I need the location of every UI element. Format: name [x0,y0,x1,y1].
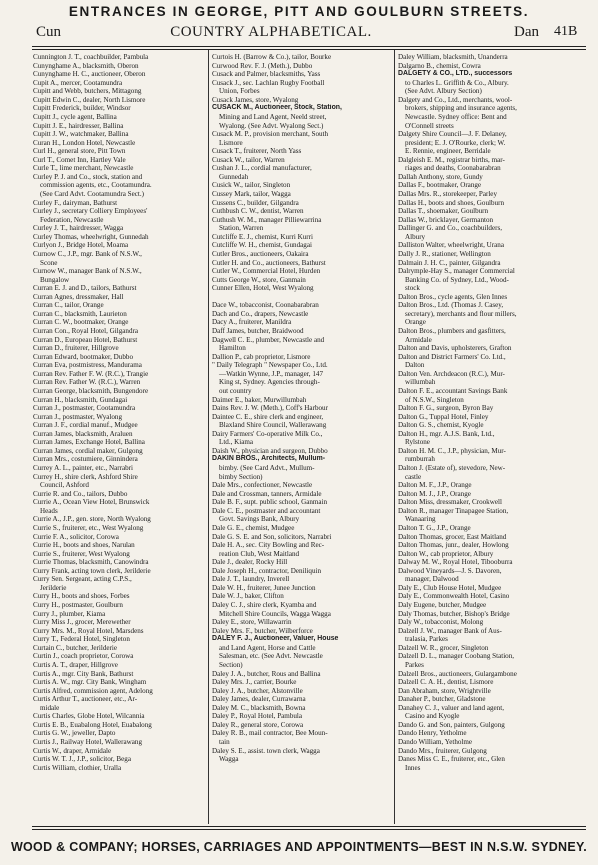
directory-entry: Cupitt Frederick, builder, Windsor [33,104,131,113]
directory-entry: Curley J., secretary Colliery Employees' [33,207,148,216]
directory-entry: Cusack W., tailor, Warren [212,155,285,164]
directory-entry: Danes Miss C. E., fruiterer, etc., Glen [398,755,505,764]
directory-entry: Dalwood Vineyards—J. S. Davoren, [398,566,502,575]
entry-continuation: riages and deaths, Coonabarabran [405,164,501,173]
directory-entry: Dando G. and Son, painters, Gulgong [398,720,505,729]
directory-entry: Dalton F. E., accountant Savings Bank [398,386,508,395]
directory-entry: Curry Mrs. M., Royal Hotel, Marsdens [33,626,144,635]
directory-entry: Curry Miss J., grocer, Merewether [33,618,131,627]
directory-entry: Dallas F., bootmaker, Orange [398,181,482,190]
directory-entry: Dace W., tobacconist, Coonabarabran [212,301,319,310]
directory-entry: Dale J. T., laundry, Inverell [212,575,290,584]
entry-continuation: manager, Dalwood [405,575,459,584]
directory-entry: Cutler W., Commercial Hotel, Hurden [212,267,321,276]
header-rule-2 [32,49,586,50]
directory-entry: Dalton Bros., Ltd. (Thomas J. Casey, [398,301,504,310]
directory-entry: Dalliston Walter, wheelwright, Urana [398,241,504,250]
entry-continuation: president; E. J. O'Rourke, clerk; W. [405,138,506,147]
directory-entry: Curle T., lime merchant, Newcastle [33,164,134,173]
directory-entry: Curran D., Europeau Hotel, Bathurst [33,335,138,344]
entry-continuation: King st, Sydney. Agencies through- [219,378,320,387]
directory-entry: Curran Mrs., costumiere, Ginnindera [33,455,138,464]
directory-entry: Danahey C. J., valuer and land agent, [398,703,504,712]
directory-entry: Dando Henry, Yetholme [398,729,467,738]
directory-entry: Dains Rev. J. W. (Meth.), Coff's Harbour [212,404,328,413]
directory-entry: Curran C. W., bootmaker, Orange [33,318,129,327]
directory-entry: Curtis Alfred, commission agent, Adelong [33,686,153,695]
directory-entry: Dalton W., cab proprietor, Albury [398,549,494,558]
directory-entry: Dally J. R., stationer, Wellington [398,249,491,258]
directory-entry: Cushan J. L., cordial manufacturer, [212,164,312,173]
directory-entry: Currey A. L., painter, etc., Narrabri [33,464,133,472]
footer-advertisement: WOOD & COMPANY; HORSES, CARRIAGES AND APPOINTMENTS—BEST IN N.S.W. SYDNEY. [10,840,588,854]
directory-entry: Dalzell W. R., grocer, Singleton [398,643,489,652]
directory-entry: Dalton and District Farmers' Co. Ltd., [398,352,506,361]
directory-entry: Dale H. A., sec. City Bowling and Rec- [212,541,325,550]
directory-entry: Dalton M. F., J.P., Orange [398,481,472,490]
directory-entry: Curtis Charles, Globe Hotel, Wilcannia [33,712,145,721]
directory-entry: Curry T., Federal Hotel, Singleton [33,635,130,644]
directory-entry: Dalton R., manager Tinapagee Station, [398,506,509,515]
directory-entry: Curtis A., mgr. City Bank, Bathurst [33,669,134,678]
entry-continuation: Bungalow [40,275,70,284]
directory-entry: Dairy Farmers' Co-operative Milk Co., [212,429,323,438]
entry-continuation: bimby Section) [219,472,263,481]
directory-entry: Dalzell J. W., manager Bank of Aus- [398,626,502,635]
directory-entry: Curan H., London Hotel, Newcastle [33,138,136,147]
directory-entry: DAKIN BROS., Architects, Mullum- [212,455,326,463]
entry-continuation: Hamilton [219,344,246,353]
directory-entry: Cutts George W., store, Ganmain [212,275,306,284]
directory-entry: Cutler Bros., auctioneers, Oakaira [212,249,309,258]
entry-continuation: Lismore [219,138,243,147]
directory-entry: Dagwell C. E., plumber, Newcastle and [212,335,325,344]
directory-entry: Curley P. J. and Co., stock, station and [33,172,143,181]
directory-entry: Cupit A., mercer, Cootamundra [33,78,123,87]
entry-continuation: brokers, shipping and insurance agents, [405,104,517,113]
directory-entry: Currie A., Ocean View Hotel, Brunswick [33,498,150,507]
directory-entry: Curran Rev. Father F. W. (R.C.), Trangie [33,369,149,378]
directory-entry: Cusack J., sec. Lachlan Rugby Football [212,78,325,87]
directory-entry: Curran James, Exchange Hotel, Ballina [33,438,145,447]
directory-entry: Dalzell Bros., auctioneers, Gulargambone [398,669,517,678]
directory-entry: Cusack and Palmer, blacksmiths, Yass [212,70,321,79]
directory-entry: Dalton Ven. Archdeacon (R.C.), Mur- [398,369,505,378]
directory-entry: Cusick W., tailor, Singleton [212,181,291,190]
directory-entry: Cunnington J. T., coachbuilder, Pambula [33,53,149,61]
page-banner: ENTRANCES IN GEORGE, PITT AND GOULBURN STREETS. [68,4,530,19]
directory-entry: Curran J., postmaster, Wyalong [33,412,122,421]
directory-entry: Daintee C. E., shire clerk and engineer, [212,412,324,421]
directory-entry: Dach and Co., drapers, Newcastle [212,309,309,318]
directory-entry: Daley P., Royal Hotel, Pambula [212,712,303,721]
directory-entry: Currey H., shire clerk, Ashford Shire [33,472,138,481]
directory-entry: Cusack M. P., provision merchant, South [212,130,329,139]
directory-entry: Dale C. E., postmaster and accountant [212,506,321,515]
directory-entry: Curran E. J. and D., tailors, Bathurst [33,284,137,293]
directory-entry: Curtain C., butcher, Jerilderie [33,643,118,652]
directory-entry: Curry H., postmaster, Goulburn [33,601,123,609]
directory-entry: Dalton J. (Estate of), stevedore, New- [398,464,506,472]
directory-entry: Cupitt J. E., hairdresser, Ballina [33,121,124,130]
directory-entry: Daly E., Commonwealth Hotel, Casino [398,592,510,601]
entry-continuation: O'Connell streets [405,121,454,130]
directory-entry: Dalton F. G., surgeon, Byron Bay [398,404,494,413]
directory-entry: Curran Agnes, dressmaker, Hall [33,292,124,301]
entry-continuation: Union, Forbes [219,87,260,96]
directory-entry: Currie H., boots and shoes, Narulan [33,541,135,550]
directory-entry: Dale G. E., chemist, Mudgee [212,523,295,532]
directory-entry: Curtis W. T. J., J.P., solicitor, Bega [33,755,131,764]
directory-entry: Currie A., J.P., gen. store, North Wyalong [33,515,151,524]
entry-continuation: Rylstone [405,438,430,447]
running-header [36,24,584,44]
directory-entry: Dalrymple-Hay S., manager Commercial [398,267,515,276]
directory-entry: Curtis William, clothier, Uralla [33,763,122,772]
directory-entry: Currie R. and Co., tailors, Dubbo [33,489,128,498]
directory-entry: Curley F., dairyman, Bathurst [33,198,118,207]
directory-entry: Curley J. T., hairdresser, Wagga [33,224,124,233]
directory-entry: Currie S., fruiterer, West Wyalong [33,549,130,558]
directory-entry: Daly Thomas, butcher, Bishop's Bridge [398,609,510,618]
directory-entry: Curlyon J., Bridge Hotel, Moama [33,241,129,250]
directory-entry: Dale G. S. E. and Son, solicitors, Narrabri [212,532,332,541]
entry-continuation: Newcastle. Sydney office: Bent and [405,112,507,121]
directory-entry: Danaher P., butcher, Gladstone [398,695,486,704]
directory-entry: Currie F. A., solicitor, Corowa [33,532,119,541]
directory-entry: Dallah Anthony, store, Gundy [398,172,483,181]
directory-entry: Curran Edward, bootmaker, Dubbo [33,352,133,361]
entry-continuation: Govt. Savings Bank, Albury [219,515,300,524]
directory-entry: Dale W. J., baker, Clifton [212,592,284,601]
directory-entry: Daly W., tobacconist, Molong [398,618,484,627]
directory-entry: Dalgety and Co., Ltd., merchants, wool- [398,95,513,104]
entry-continuation: Mining and Land Agent, Neeld street, [219,112,327,121]
directory-entry: Dalgety Shire Council—J. F. Delaney, [398,130,507,139]
directory-entry: Curran Eva, postmistress, Mandurama [33,361,142,370]
directory-entry: Curtis A. W., mgr. City Bank, Wingham [33,678,147,687]
directory-entry: Dallion P., cab proprietor, Lismore [212,352,311,361]
directory-entry: Daley R., general store, Corowa [212,720,304,729]
entry-continuation: Ltd., Kiama [219,438,254,447]
entry-continuation: willumbah [405,378,436,387]
directory-entry: Curtis J., Railway Hotel, Wallerawang [33,738,143,746]
entry-continuation: Wanaaring [405,515,436,524]
directory-entry: Cupitt J., cycle agent, Ballina [33,112,117,121]
header-left-word: Cun [36,24,62,40]
directory-entry: Curran J. F., cordial manuf., Mudgee [33,421,138,430]
directory-entry: Curry Sen. Sergeant, acting C.P.S., [33,575,132,584]
directory-entry: DALGETY & CO., LTD., successors [398,70,513,78]
directory-entry: Dalgarno B., chemist, Cowra [398,61,481,70]
directory-entry: Dalton Miss, dressmaker, Crookwell [398,498,502,507]
entry-continuation: tralasia, Parkes [405,635,448,644]
directory-entry: Daley R. B., mail contractor, Bee Moun- [212,729,328,738]
entry-continuation: midale [40,703,60,712]
directory-entry: Dale and Crossman, tanners, Armidale [212,489,322,498]
directory-entry: " Daily Telegraph " Newspaper Co., Ltd. [212,361,328,370]
entry-continuation: Albury [405,232,426,241]
directory-entry: Dale Mrs., confectioner, Newcastle [212,481,313,490]
directory-entry: Cutcliffe W. H., chemist, Gundagai [212,241,312,250]
directory-entry: Cuthush W. M., manager Pilliewarrina [212,215,322,224]
directory-entry: Daley Mrs. J., carrier, Bourke [212,678,297,687]
directory-entry: Cunner Ellen, Hotel, West Wyalong [212,284,314,293]
entry-continuation: Banking Co. of Sydney, Ltd., Wood- [405,275,509,284]
entry-continuation: bimby. (See Card Advt., Mullum- [219,464,315,472]
directory-entry: Curtis G. W., jeweller, Dapto [33,729,116,738]
directory-entry: Daley S. E., assist. town clerk, Wagga [212,746,320,755]
entry-continuation: Casino and Kyogle [405,712,460,721]
directory-entry: Cupitt J. W., watchmaker, Ballina [33,130,129,139]
entry-continuation: reation Club, West Maitland [219,549,300,558]
directory-entry: Curran C., blacksmith, Laurieton [33,309,127,318]
entry-continuation: Orange [405,318,426,327]
entry-continuation: Federation, Newcastle [40,215,104,224]
directory-entry: Daish W., physician and surgeon, Dubbo [212,446,328,455]
entry-continuation: of N.S.W., Singleton [405,395,464,404]
directory-entry: Curry Frank, acting town clerk, Jerilderie [33,566,151,575]
column-divider [208,50,209,824]
entry-continuation: Salesman, etc. (See Advt. Newcastle [219,652,323,661]
directory-entry: Curtois H. (Barrow & Co.), tailor, Bourke [212,53,332,61]
entry-continuation: Mitchell Shire Councils, Wagga Wagga [219,609,331,618]
directory-entry: Curl T., Comet Inn, Hartley Vale [33,155,126,164]
directory-entry: Dando Mrs., fruiterer, Gulgong [398,746,487,755]
directory-entry: Dando William, Yetholme [398,738,473,746]
directory-entry: Dalzell C. A. H., dentist, Lismore [398,678,494,687]
entry-continuation: Wagga [219,755,239,764]
directory-entry: Cunynghame H. C., auctioneer, Oberon [33,70,146,79]
directory-entry: Daley C. J., shire clerk, Kyamba and [212,601,317,609]
directory-entry: DALEY F. J., Auctioneer, Valuer, House [212,635,339,643]
directory-entry: Curtis Arthur T., auctioneer, etc., Ar- [33,695,138,704]
entry-continuation: Council, Ashford [40,481,89,490]
entry-continuation: Station, Warren [219,224,264,233]
directory-entry: Dalton T. G., J.P., Orange [398,523,471,532]
column-divider [394,50,395,824]
directory-entry: Dan Abraham, store, Wrightville [398,686,491,695]
directory-entry: Curran Rev. Father W. (R.C.), Warren [33,378,141,387]
entry-continuation: Section) [219,660,243,669]
directory-entry: Curran C., tailor, Orange [33,301,104,310]
entry-continuation: Gunnedah [219,172,249,181]
entry-continuation: to Charles L. Griffith & Co., Albury. [405,78,509,87]
directory-entry: Curran J., postmaster, Cootamundra [33,404,136,413]
directory-entry: Curran James, blacksmith, Araluen [33,429,133,438]
directory-entry: Dalton M. J., J.P., Orange [398,489,471,498]
entry-continuation: out country [219,386,252,395]
directory-entry: Curtis A. T., draper, Hillgrove [33,660,118,669]
directory-entry: Dale Joseph H., contractor, Deniliquin [212,566,322,575]
entry-continuation: —Watkin Wynne, J.P., manager, 147 [219,369,323,378]
entry-continuation: Heads [40,506,58,515]
directory-entry: Dalgleish E. M., registrar births, mar- [398,155,505,164]
directory-entry: Curran D., fruiterer, Hillgrove [33,344,119,353]
directory-entry: Daley James, dealer, Currawarna [212,695,306,704]
directory-entry: Dalton and Davis, upholsterers, Grafton [398,344,512,353]
entry-continuation: rumburrah [405,455,435,464]
directory-entry: Curnow C., J.P., mgr. Bank of N.S.W., [33,249,142,258]
directory-entry: Dallas H., boots and shoes, Goulburn [398,198,505,207]
directory-entry: Dale J., dealer, Rocky Hill [212,558,288,567]
entry-continuation: (See Card Advt. Cootamundra Sect.) [40,190,145,198]
directory-entry: Daimer E., baker, Murwillumbah [212,395,307,404]
entry-continuation: E. Rennie, engineer, Berridale [405,147,491,156]
directory-entry [212,293,395,302]
directory-entry: Cusack James, store, Wyalong [212,95,299,104]
entry-continuation: secretary), merchants and flour millers, [405,309,517,318]
directory-column-3 [398,53,581,823]
entry-continuation: stock [405,284,420,293]
entry-continuation: Innes [405,763,421,772]
directory-entry: Curtis W., draper, Armidale [33,746,112,755]
entry-continuation: Parkes [405,660,424,669]
entry-continuation: (See Advt. Albury Section) [405,87,482,96]
directory-entry: Daly Eugene, butcher, Mudgee [398,601,487,609]
directory-entry: Daff James, butcher, Braidwood [212,327,304,335]
entry-continuation: and Land Agent, Horse and Cattle [219,643,316,652]
directory-entry: Cupitt and Webb, butchers, Mittagong [33,87,142,96]
directory-entry: Dalton G., Tuppal Hotel, Finley [398,412,489,421]
directory-column-1 [33,53,216,823]
directory-entry: Cupitt Edwin C., dealer, North Lismore [33,95,146,104]
entry-continuation: Jerilderie [40,583,67,592]
directory-entry: Curl H., general store, Pitt Town [33,147,126,156]
directory-entry: Cussey Mark, tailor, Wagga [212,190,291,198]
directory-entry: Dalway M. W., Royal Hotel, Tibooburra [398,558,513,567]
directory-entry: Curwood Rev. F. J. (Meth.), Dubbo [212,61,313,70]
entry-continuation: Blaxland Shire Council, Wallerawang [219,421,327,430]
directory-entry: Curry H., boots and shoes, Forbes [33,592,130,601]
directory-entry: Curran H., blacksmith, Gundagai [33,395,128,404]
entry-continuation: castle [405,472,422,481]
directory-entry: Curry J., plumber, Kiama [33,609,106,618]
entry-continuation: tain [219,738,230,746]
header-title: COUNTRY ALPHABETICAL. [170,24,372,40]
directory-entry: Cusack T., fruiterer, North Yass [212,147,302,156]
directory-entry: Daley William, blacksmith, Unanderra [398,53,508,61]
header-rule [32,46,586,47]
directory-entry: Daley J. A., butcher, Alstonville [212,686,303,695]
directory-entry: Dallinger G. and Co., coachbuilders, [398,224,503,233]
directory-entry: Daley Mrs. F., butcher, Wilberforce [212,626,313,635]
directory-entry: Daley E., store, Willawarrin [212,618,292,627]
directory-entry: Currie S., fruiterer, etc., West Wyalong [33,523,144,532]
entry-continuation: Dalton [405,361,425,370]
directory-entry: Curnow W., manager Bank of N.S.W., [33,267,142,276]
footer-rule [32,826,586,827]
directory-entry: Dallas T., shoemaker, Goulburn [398,207,489,216]
directory-entry: Dalton G. S., chemist, Kyogle [398,421,484,430]
directory-entry: Curran Con., Royal Hotel, Gilgandra [33,327,139,335]
directory-entry: Curtin J., coach proprietor, Corowa [33,652,134,661]
directory-entry: Dalton H. M. C., J.P., physician, Mur- [398,446,506,455]
directory-entry: Dalton Thomas, junr., dealer, Howlong [398,541,509,550]
directory-entry: Dale W. H., fruiterer, Junee Junction [212,583,316,592]
directory-entry: Curran George, blacksmith, Bungendore [33,386,149,395]
directory-entry: Curtis E. B., Euabalong Hotel, Euabalong [33,720,152,729]
directory-entry: Dacy A., fruiterer, Manildra [212,318,292,327]
directory-entry: Cutcliffe E. J., chemist, Kurri Kurri [212,232,313,241]
directory-entry: Dalmain J. H. C., painter, Gilgandra [398,258,501,267]
directory-entry: CUSACK M., Auctioneer, Stock, Station, [212,104,342,112]
header-right-word: Dan [514,24,539,40]
directory-entry: Daley J. A., butcher, Rous and Ballina [212,669,321,678]
directory-entry: Dale B. F., supt. public school, Ganmain [212,498,328,507]
directory-entry: Dalton H., mgr. A.J.S. Bank, Ltd., [398,429,495,438]
footer-rule-2 [32,829,586,830]
directory-entry: Cutler H. and Co., auctioneers, Bathurst [212,258,326,267]
directory-entry: Dallas W., bricklayer, Germanton [398,215,494,224]
directory-entry: Cussens C., builder, Gilgandra [212,198,299,207]
directory-entry: Curley Thomas, wheelwright, Gunnedah [33,232,149,241]
entry-continuation: Scone [40,258,58,267]
directory-entry: Cunynghame A., blacksmith, Oberon [33,61,139,70]
directory-entry: Dalton Bros., plumbers and gasfitters, [398,327,506,335]
directory-entry: Daley M. C., blacksmith, Bowna [212,703,306,712]
directory-entry: Cuthbush C. W., dentist, Warren [212,207,304,216]
directory-entry: Dallas Mrs. R., storekeeper, Parley [398,190,498,198]
page-number: 41B [554,24,578,39]
directory-column-2 [212,53,395,823]
entry-continuation: Wyalong. (See Advt. Wyalong Sect.) [219,121,324,130]
directory-entry: Dalton Thomas, grocer, East Maitland [398,532,507,541]
directory-entry: Dalton Bros., cycle agents, Glen Innes [398,292,508,301]
directory-entry: Curran James, cordial maker, Gulgong [33,446,143,455]
directory-entry: Currie Thomas, blacksmith, Canowindra [33,558,149,567]
entry-continuation: commission agents, etc., Cootamundra. [40,181,152,190]
directory-entry: Dalzell D. L., manager Coobang Station, [398,652,515,661]
directory-entry: Daly E., Club House Hotel, Mudgee [398,583,502,592]
entry-continuation: Armidale [405,335,432,344]
